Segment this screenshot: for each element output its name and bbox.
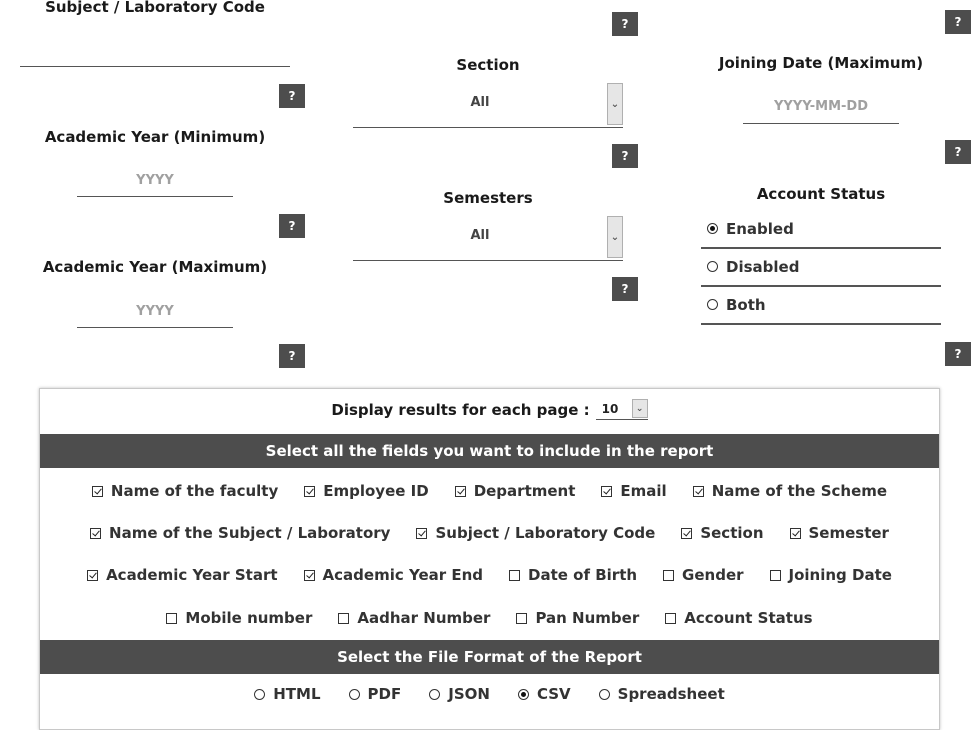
section-select[interactable] — [353, 83, 623, 128]
field-checkbox-item[interactable] — [516, 609, 639, 627]
checkbox[interactable] — [92, 486, 103, 497]
field-checkbox-label: Section — [700, 524, 764, 542]
format-options — [40, 685, 939, 703]
checkbox[interactable] — [455, 486, 466, 497]
joining-date-max-input[interactable] — [743, 90, 899, 124]
account-status-option[interactable] — [701, 210, 941, 249]
checkbox[interactable] — [90, 528, 101, 539]
field-checkbox-item[interactable] — [770, 566, 892, 584]
account-status-option[interactable] — [701, 286, 941, 325]
chevron-down-icon[interactable]: ⌄ — [607, 83, 623, 125]
format-option-label: PDF — [367, 685, 402, 703]
field-checkbox-label: Academic Year Start — [106, 566, 278, 584]
field-checkbox-label: Date of Birth — [528, 566, 638, 584]
format-option[interactable] — [429, 685, 490, 703]
field-checkbox-item[interactable] — [455, 482, 576, 500]
academic-year-max-help-button[interactable]: ? — [279, 344, 305, 368]
checkbox[interactable] — [601, 486, 612, 497]
semesters-label: Semesters — [443, 189, 533, 207]
joining-date-help-button[interactable]: ? — [945, 140, 971, 164]
field-checkbox-row — [40, 566, 939, 584]
radio-button[interactable] — [707, 223, 718, 234]
per-page-control — [40, 399, 939, 420]
field-checkbox-item[interactable] — [601, 482, 666, 500]
field-checkbox-row — [40, 609, 939, 627]
field-checkbox-item[interactable] — [509, 566, 637, 584]
format-option[interactable] — [599, 685, 725, 703]
field-checkbox-row — [40, 482, 939, 500]
radio-button[interactable] — [599, 689, 610, 700]
section-label: Section — [456, 56, 520, 74]
checkbox[interactable] — [665, 613, 676, 624]
checkbox[interactable] — [304, 570, 315, 581]
semesters-help-button[interactable]: ? — [612, 277, 638, 301]
report-panel — [39, 388, 940, 730]
format-option[interactable] — [349, 685, 402, 703]
semesters-select-value: All — [470, 228, 490, 243]
format-option[interactable] — [254, 685, 320, 703]
field-checkbox-item[interactable] — [790, 524, 889, 542]
chevron-down-icon[interactable]: ⌄ — [632, 399, 648, 418]
radio-button[interactable] — [707, 261, 718, 272]
field-checkbox-label: Name of the Subject / Laboratory — [109, 524, 391, 542]
field-checkbox-item[interactable] — [166, 609, 312, 627]
top-middle-help-button[interactable]: ? — [612, 12, 638, 36]
academic-year-min-input[interactable] — [77, 164, 233, 197]
field-checkbox-item[interactable] — [663, 566, 743, 584]
checkbox[interactable] — [416, 528, 427, 539]
checkbox[interactable] — [166, 613, 177, 624]
account-status-option-label: Enabled — [726, 219, 794, 238]
radio-button[interactable] — [518, 689, 529, 700]
checkbox[interactable] — [663, 570, 674, 581]
field-checkbox-label: Subject / Laboratory Code — [435, 524, 656, 542]
field-checkbox-label: Employee ID — [323, 482, 429, 500]
checkbox[interactable] — [681, 528, 692, 539]
radio-button[interactable] — [707, 299, 718, 310]
checkbox[interactable] — [87, 570, 98, 581]
subject-code-label: Subject / Laboratory Code — [45, 0, 265, 16]
radio-button[interactable] — [429, 689, 440, 700]
academic-year-min-label: Academic Year (Minimum) — [44, 128, 266, 146]
per-page-select[interactable] — [596, 399, 648, 420]
semesters-select[interactable] — [353, 216, 623, 261]
account-status-help-button[interactable]: ? — [945, 342, 971, 366]
field-checkbox-label: Academic Year End — [322, 566, 484, 584]
field-checkbox-label: Account Status — [684, 609, 813, 627]
account-status-option-label: Both — [726, 295, 766, 314]
academic-year-max-input[interactable] — [77, 295, 233, 328]
field-checkbox-item[interactable] — [304, 482, 428, 500]
field-checkbox-item[interactable] — [304, 566, 483, 584]
radio-button[interactable] — [254, 689, 265, 700]
account-status-label: Account Status — [756, 185, 886, 203]
field-checkbox-item[interactable] — [90, 524, 390, 542]
field-checkbox-item[interactable] — [87, 566, 277, 584]
checkbox[interactable] — [516, 613, 527, 624]
field-checkbox-item[interactable] — [338, 609, 490, 627]
per-page-value: 10 — [601, 402, 619, 416]
checkbox[interactable] — [790, 528, 801, 539]
field-checkbox-item[interactable] — [416, 524, 655, 542]
account-status-option[interactable] — [701, 248, 941, 287]
checkbox[interactable] — [693, 486, 704, 497]
format-option-label: JSON — [448, 685, 490, 703]
fields-header: Select all the fields you want to include in the report — [40, 434, 939, 468]
joining-date-max-label: Joining Date (Maximum) — [718, 54, 924, 72]
format-option-label: Spreadsheet — [617, 685, 725, 703]
field-checkbox-item[interactable] — [92, 482, 278, 500]
checkbox[interactable] — [509, 570, 520, 581]
field-checkbox-item[interactable] — [693, 482, 887, 500]
subject-code-help-button[interactable]: ? — [279, 84, 305, 108]
radio-button[interactable] — [349, 689, 360, 700]
field-checkbox-item[interactable] — [665, 609, 812, 627]
account-status-option-label: Disabled — [726, 257, 800, 276]
field-checkbox-label: Name of the Scheme — [711, 482, 888, 500]
field-checkbox-label: Department — [473, 482, 576, 500]
top-right-help-button[interactable]: ? — [945, 10, 971, 34]
field-checkbox-label: Email — [620, 482, 667, 500]
field-checkbox-label: Aadhar Number — [357, 609, 491, 627]
field-checkbox-label: Joining Date — [788, 566, 892, 584]
format-option-label: CSV — [536, 685, 571, 703]
field-checkbox-label: Mobile number — [185, 609, 313, 627]
field-checkbox-label: Gender — [682, 566, 744, 584]
section-select-value: All — [470, 95, 490, 110]
subject-code-input[interactable] — [20, 40, 290, 67]
format-header: Select the File Format of the Report — [40, 640, 939, 674]
field-checkbox-label: Pan Number — [535, 609, 640, 627]
section-help-button[interactable]: ? — [612, 144, 638, 168]
academic-year-max-label: Academic Year (Maximum) — [42, 258, 268, 276]
field-checkbox-label: Semester — [808, 524, 889, 542]
checkbox[interactable] — [770, 570, 781, 581]
field-checkbox-label: Name of the faculty — [110, 482, 279, 500]
format-option-label: HTML — [273, 685, 321, 703]
checkbox[interactable] — [338, 613, 349, 624]
per-page-label: Display results for each page : — [331, 400, 590, 419]
academic-year-min-help-button[interactable]: ? — [279, 214, 305, 238]
chevron-down-icon[interactable]: ⌄ — [607, 216, 623, 258]
field-checkbox-row — [40, 524, 939, 542]
format-option[interactable] — [518, 685, 571, 703]
field-checkbox-item[interactable] — [681, 524, 763, 542]
checkbox[interactable] — [304, 486, 315, 497]
